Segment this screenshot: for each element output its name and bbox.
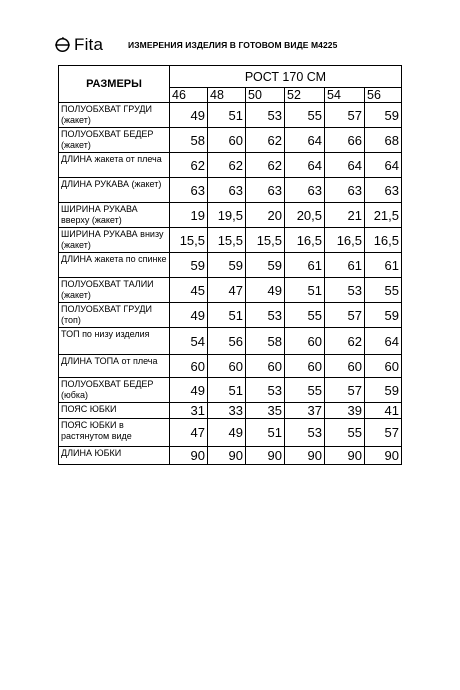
value-cell: 90 [325, 447, 365, 465]
value-cell: 15,5 [170, 228, 208, 253]
value-cell: 53 [246, 303, 285, 328]
row-label: ПОЛУОБХВАТ БЕДЕР (юбка) [59, 378, 170, 403]
size-header-cell: 48 [208, 88, 246, 103]
value-cell: 53 [246, 103, 285, 128]
row-label: ДЛИНА ЮБКИ [59, 447, 170, 465]
value-cell: 15,5 [246, 228, 285, 253]
table-row [59, 178, 402, 203]
value-cell: 60 [208, 128, 246, 153]
value-cell: 62 [246, 153, 285, 178]
value-cell: 60 [170, 355, 208, 378]
table-row [59, 153, 402, 178]
value-cell: 51 [208, 103, 246, 128]
table-row [59, 447, 402, 465]
value-cell: 20,5 [285, 203, 325, 228]
value-cell: 55 [285, 378, 325, 403]
size-header-cell: 50 [246, 88, 285, 103]
table-row [59, 253, 402, 278]
value-cell: 55 [285, 103, 325, 128]
value-cell: 16,5 [325, 228, 365, 253]
height-header: РОСТ 170 СМ [170, 66, 402, 88]
value-cell: 90 [246, 447, 285, 465]
value-cell: 62 [246, 128, 285, 153]
row-label: ДЛИНА жакета от плеча [59, 153, 170, 178]
value-cell: 64 [325, 153, 365, 178]
value-cell: 55 [325, 419, 365, 447]
value-cell: 57 [365, 419, 402, 447]
row-label: ДЛИНА РУКАВА (жакет) [59, 178, 170, 203]
page-header [54, 29, 454, 59]
value-cell: 16,5 [285, 228, 325, 253]
value-cell: 53 [325, 278, 365, 303]
table-row [59, 328, 402, 355]
value-cell: 49 [170, 303, 208, 328]
size-header-cell: 52 [285, 88, 325, 103]
value-cell: 49 [246, 278, 285, 303]
value-cell: 55 [285, 303, 325, 328]
size-header-cell: 46 [170, 88, 208, 103]
brand-name: Fita [74, 34, 104, 54]
sizes-header: РАЗМЕРЫ [59, 66, 170, 103]
value-cell: 53 [246, 378, 285, 403]
value-cell: 57 [325, 303, 365, 328]
value-cell: 49 [208, 419, 246, 447]
row-label: ШИРИНА РУКАВА внизу (жакет) [59, 228, 170, 253]
value-cell: 63 [208, 178, 246, 203]
value-cell: 37 [285, 403, 325, 419]
document-title: ИЗМЕРЕНИЯ ИЗДЕЛИЯ В ГОТОВОМ ВИДЕ М4225 [128, 40, 338, 50]
size-header-cell: 56 [365, 88, 402, 103]
value-cell: 33 [208, 403, 246, 419]
value-cell: 58 [246, 328, 285, 355]
value-cell: 19 [170, 203, 208, 228]
fita-logo-icon [54, 36, 71, 53]
value-cell: 16,5 [365, 228, 402, 253]
value-cell: 63 [170, 178, 208, 203]
table-row [59, 228, 402, 253]
row-label: ДЛИНА ТОПА от плеча [59, 355, 170, 378]
value-cell: 59 [365, 103, 402, 128]
value-cell: 60 [285, 328, 325, 355]
value-cell: 49 [170, 378, 208, 403]
value-cell: 47 [170, 419, 208, 447]
table-row [59, 355, 402, 378]
value-cell: 47 [208, 278, 246, 303]
value-cell: 62 [170, 153, 208, 178]
value-cell: 59 [365, 303, 402, 328]
value-cell: 60 [208, 355, 246, 378]
value-cell: 51 [285, 278, 325, 303]
value-cell: 21,5 [365, 203, 402, 228]
row-label: ДЛИНА жакета по спинке [59, 253, 170, 278]
value-cell: 53 [285, 419, 325, 447]
value-cell: 21 [325, 203, 365, 228]
value-cell: 68 [365, 128, 402, 153]
value-cell: 59 [246, 253, 285, 278]
value-cell: 61 [325, 253, 365, 278]
value-cell: 56 [208, 328, 246, 355]
row-label: ШИРИНА РУКАВА вверху (жакет) [59, 203, 170, 228]
value-cell: 64 [285, 128, 325, 153]
value-cell: 60 [325, 355, 365, 378]
table-row [59, 403, 402, 419]
value-cell: 64 [285, 153, 325, 178]
value-cell: 59 [208, 253, 246, 278]
value-cell: 49 [170, 103, 208, 128]
value-cell: 63 [325, 178, 365, 203]
table-row [59, 128, 402, 153]
row-label: ПОЛУОБХВАТ ГРУДИ (жакет) [59, 103, 170, 128]
table-row [59, 103, 402, 128]
value-cell: 90 [285, 447, 325, 465]
value-cell: 64 [365, 153, 402, 178]
value-cell: 64 [365, 328, 402, 355]
row-label: ПОЯС ЮБКИ [59, 403, 170, 419]
table-row [59, 278, 402, 303]
table-row [59, 419, 402, 447]
value-cell: 54 [170, 328, 208, 355]
value-cell: 62 [208, 153, 246, 178]
size-measurements-table [58, 65, 402, 465]
value-cell: 61 [365, 253, 402, 278]
value-cell: 57 [325, 103, 365, 128]
value-cell: 51 [208, 303, 246, 328]
value-cell: 61 [285, 253, 325, 278]
value-cell: 35 [246, 403, 285, 419]
value-cell: 39 [325, 403, 365, 419]
value-cell: 66 [325, 128, 365, 153]
value-cell: 63 [365, 178, 402, 203]
row-label: ПОЛУОБХВАТ ГРУДИ (топ) [59, 303, 170, 328]
value-cell: 59 [170, 253, 208, 278]
table-row [59, 378, 402, 403]
row-label: ТОП по низу изделия [59, 328, 170, 355]
table-row [59, 303, 402, 328]
brand-logo [54, 29, 103, 59]
size-header-cell: 54 [325, 88, 365, 103]
value-cell: 59 [365, 378, 402, 403]
value-cell: 31 [170, 403, 208, 419]
row-label: ПОЛУОБХВАТ ТАЛИИ (жакет) [59, 278, 170, 303]
value-cell: 63 [246, 178, 285, 203]
value-cell: 57 [325, 378, 365, 403]
value-cell: 90 [365, 447, 402, 465]
value-cell: 90 [208, 447, 246, 465]
value-cell: 51 [246, 419, 285, 447]
value-cell: 41 [365, 403, 402, 419]
value-cell: 58 [170, 128, 208, 153]
value-cell: 60 [285, 355, 325, 378]
table-row [59, 203, 402, 228]
value-cell: 51 [208, 378, 246, 403]
row-label: ПОЯС ЮБКИ в растянутом виде [59, 419, 170, 447]
value-cell: 63 [285, 178, 325, 203]
value-cell: 19,5 [208, 203, 246, 228]
value-cell: 62 [325, 328, 365, 355]
value-cell: 60 [246, 355, 285, 378]
value-cell: 60 [365, 355, 402, 378]
value-cell: 90 [170, 447, 208, 465]
row-label: ПОЛУОБХВАТ БЕДЕР (жакет) [59, 128, 170, 153]
value-cell: 55 [365, 278, 402, 303]
value-cell: 45 [170, 278, 208, 303]
value-cell: 20 [246, 203, 285, 228]
value-cell: 15,5 [208, 228, 246, 253]
